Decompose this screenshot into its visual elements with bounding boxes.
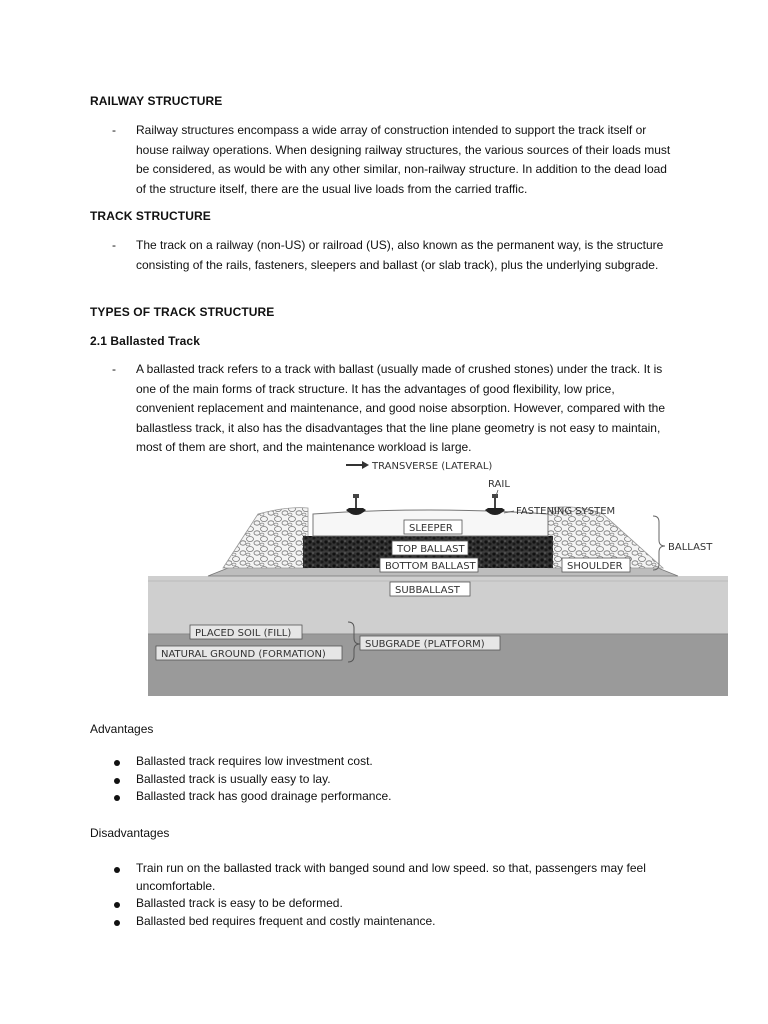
dash-marker: - [112, 238, 116, 252]
bullet-icon [114, 778, 120, 784]
label-shoulder: SHOULDER [567, 561, 623, 572]
list-item [112, 771, 702, 789]
label-transverse: TRANSVERSE (LATERAL) [372, 461, 493, 472]
disadvantage-text: Train run on the ballasted track with banged sound and low speed. so that, passengers may feel uncomfortable. [136, 861, 646, 893]
ballasted-track-paragraph [112, 360, 672, 458]
label-bottom-ballast: BOTTOM BALLAST [385, 561, 476, 572]
label-natural-ground: NATURAL GROUND (FORMATION) [161, 649, 326, 660]
heading-types-of-track-structure: TYPES OF TRACK STRUCTURE [90, 305, 275, 319]
heading-ballasted-track: 2.1 Ballasted Track [90, 334, 200, 348]
dash-marker: - [112, 362, 116, 376]
track-cross-section-figure [148, 456, 728, 696]
left-rail [346, 494, 366, 515]
advantage-text: Ballasted track is usually easy to lay. [136, 771, 331, 786]
heading-advantages: Advantages [90, 722, 154, 736]
label-sleeper: SLEEPER [409, 523, 453, 534]
disadvantage-text: Ballasted track is easy to be deformed. [136, 896, 343, 910]
heading-railway-structure: RAILWAY STRUCTURE [90, 94, 223, 108]
list-item [112, 788, 702, 806]
transverse-arrow-icon [346, 461, 369, 469]
track-cross-section-diagram [148, 456, 728, 696]
disadvantages-list [112, 860, 692, 930]
advantage-text: Ballasted track requires low investment cost. [136, 754, 373, 768]
bullet-icon [114, 760, 120, 766]
list-item [112, 860, 692, 895]
label-placed-soil: PLACED SOIL (FILL) [195, 628, 292, 639]
label-top-ballast: TOP BALLAST [397, 544, 465, 555]
dash-marker: - [112, 123, 116, 137]
heading-disadvantages: Disadvantages [90, 826, 170, 840]
railway-structure-paragraph [112, 121, 672, 199]
label-fastening-system: FASTENING SYSTEM [516, 506, 616, 517]
disadvantage-text: Ballasted bed requires frequent and costly maintenance. [136, 913, 436, 928]
bullet-icon [114, 867, 120, 873]
list-item [112, 913, 692, 931]
ballasted-track-text: A ballasted track refers to a track with ballast (usually made of crushed stones) under the track. It is one of the main forms of track structure. It has the advantages of good flexibility, low price, convenient replacement and maintenance, and good noise absorption. However, compared with the ballastless track, it also has the disadvantages that the line plane geometry is not easy to maintain, most of them are short, and the maintenance workload is large. [136, 362, 666, 454]
bullet-icon [114, 795, 120, 801]
right-rail [485, 494, 505, 515]
railway-structure-text: Railway structures encompass a wide array of construction intended to support the track itself or house railway operations. When designing railway structures, the various sources of their loads must be considered, as would be with any other similar, non-railway structure. In addition to the dead load of the structure itself, there are the usual live loads from the carried traffic. [136, 123, 671, 196]
advantages-list [112, 753, 702, 806]
list-item [112, 895, 692, 913]
bullet-icon [114, 920, 120, 926]
heading-track-structure: TRACK STRUCTURE [90, 209, 211, 223]
label-subgrade: SUBGRADE (PLATFORM) [365, 639, 485, 650]
left-shoulder-ballast [223, 508, 308, 568]
advantage-text: Ballasted track has good drainage performance. [136, 789, 392, 803]
label-ballast: BALLAST [668, 542, 713, 553]
list-item [112, 753, 702, 771]
label-rail: RAIL [488, 479, 510, 490]
track-structure-paragraph [112, 236, 672, 275]
bullet-icon [114, 902, 120, 908]
label-subballast: SUBBALLAST [395, 585, 460, 596]
track-structure-text: The track on a railway (non-US) or railroad (US), also known as the permanent way, is the structure consisting of the rails, fasteners, sleepers and ballast (or slab track), plus the underlying subgrade. [136, 238, 664, 272]
